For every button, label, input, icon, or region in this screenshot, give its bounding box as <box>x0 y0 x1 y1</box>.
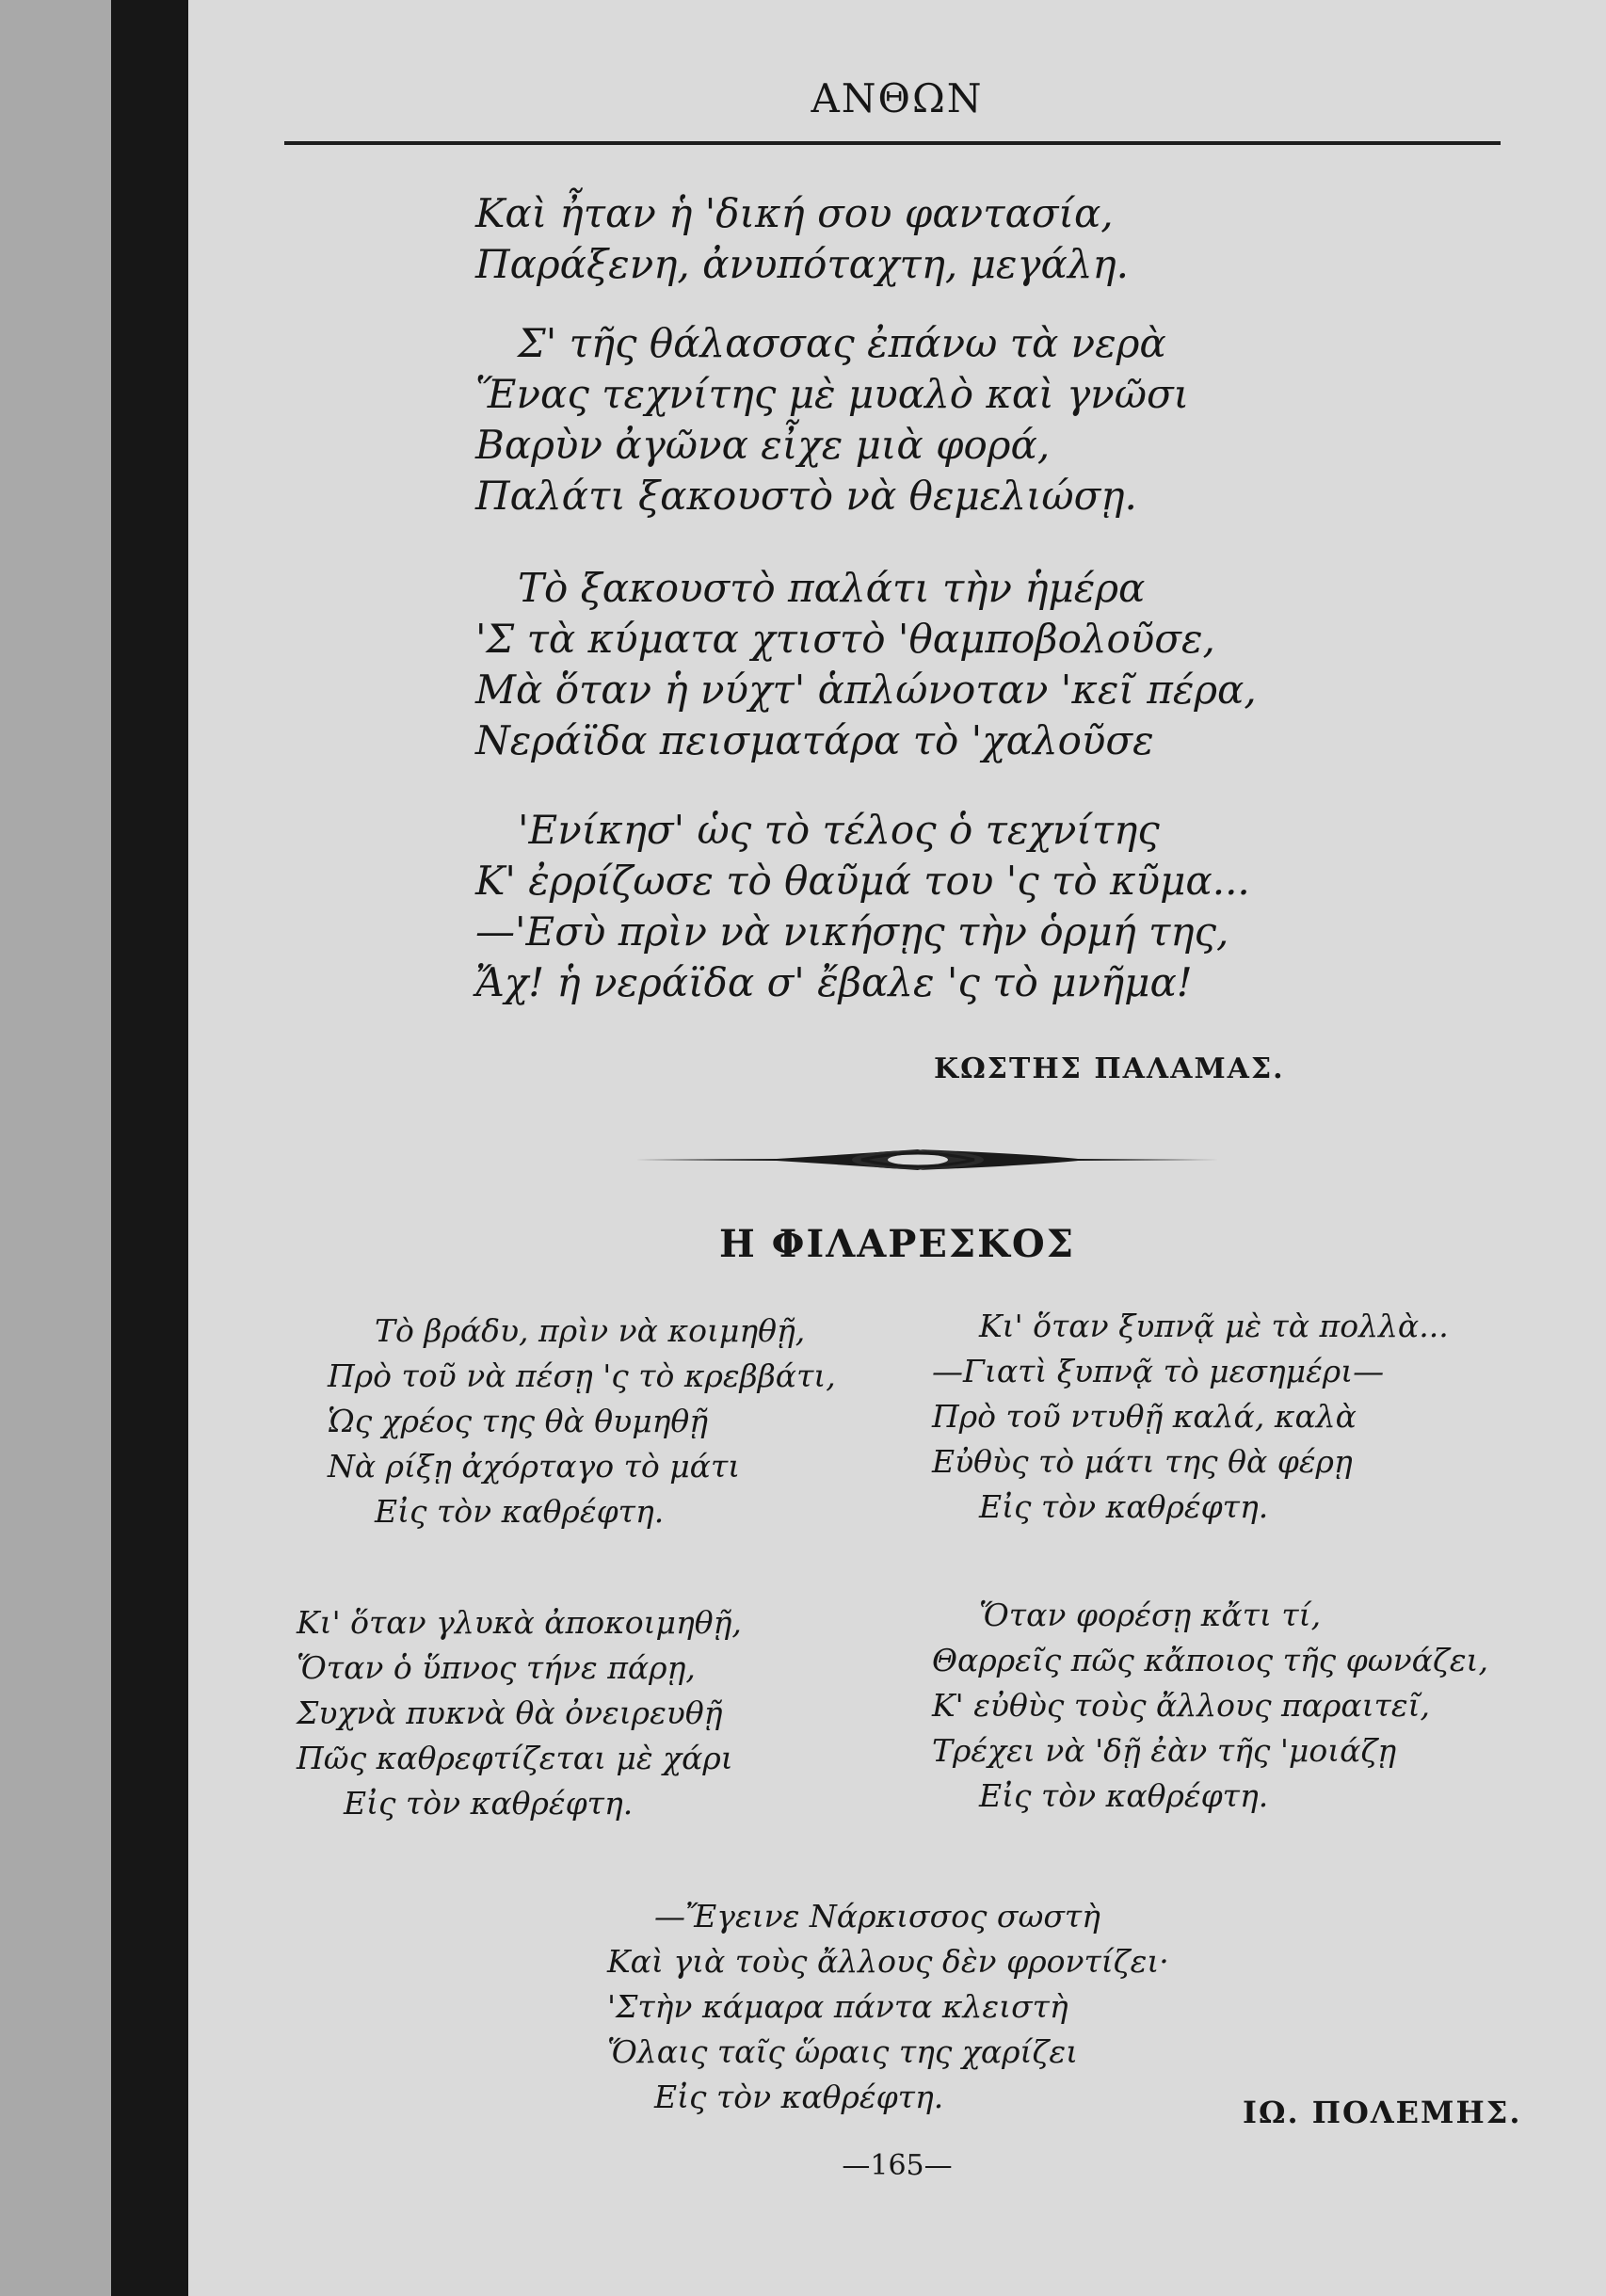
verse-line: Συχνὰ πυκνὰ θὰ ὀνειρευθῇ <box>297 1694 723 1731</box>
verse-line: 'Στὴν κάμαρα πάντα κλειστὴ <box>607 1988 1068 2025</box>
verse-line: Ὡς χρέος της θὰ θυμηθῇ <box>328 1403 709 1439</box>
verse-line: Τὸ ξακουστὸ παλάτι τὴν ἡμέρα <box>518 565 1146 611</box>
verse-line: Κι' ὅταν γλυκὰ ἀποκοιμηθῇ, <box>297 1604 742 1641</box>
poem1-stanza-1 <box>475 188 1129 290</box>
verse-line: Μὰ ὅταν ἡ νύχτ' ἁπλώνοταν 'κεῖ πέρα, <box>475 666 1257 713</box>
poem2-left-stanza-1 <box>328 1309 836 1534</box>
ornament-divider <box>635 1141 1219 1179</box>
verse-line: Πρὸ τοῦ νὰ πέσῃ 'ς τὸ κρεββάτι, <box>328 1357 836 1394</box>
verse-line: Εἰς τὸν καθρέφτη. <box>979 1777 1269 1814</box>
verse-line: 'Ενίκησ' ὡς τὸ τέλος ὁ τεχνίτης <box>518 807 1160 853</box>
poem2-right-stanza-2 <box>932 1593 1488 1819</box>
book-gutter <box>0 0 111 2296</box>
verse-line: Ὅταν ὁ ὕπνος τήνε πάρῃ, <box>297 1649 696 1686</box>
verse-line: Εἰς τὸν καθρέφτη. <box>344 1785 634 1822</box>
verse-line: 'Σ τὰ κύματα χτιστὸ 'θαμποβολοῦσε, <box>475 616 1215 662</box>
verse-line: —Γιατὶ ξυπνᾷ τὸ μεσημέρι— <box>932 1353 1385 1389</box>
verse-line: Εἰς τὸν καθρέφτη. <box>654 2079 944 2115</box>
verse-line: Εἰς τὸν καθρέφτη. <box>979 1488 1269 1525</box>
verse-line: Ὅταν φορέσῃ κἄτι τί, <box>979 1597 1322 1633</box>
verse-line: Νὰ ρίξῃ ἀχόρταγο τὸ μάτι <box>328 1448 741 1485</box>
verse-line: Ἕνας τεχνίτης μὲ μυαλὸ καὶ γνῶσι <box>475 371 1190 417</box>
verse-line: Παλάτι ξακουστὸ νὰ θεμελιώσῃ. <box>475 473 1137 519</box>
verse-line: Εὐθὺς τὸ μάτι της θὰ φέρῃ <box>932 1443 1353 1480</box>
verse-line: Σ' τῆς θάλασσας ἐπάνω τὰ νερὰ <box>518 320 1166 366</box>
verse-line: —Ἔγεινε Νάρκισσος σωστὴ <box>654 1898 1100 1935</box>
verse-line: Πῶς καθρεφτίζεται μὲ χάρι <box>297 1740 733 1776</box>
verse-line: Εἰς τὸν καθρέφτη. <box>375 1493 665 1530</box>
verse-line: —'Εσὺ πρὶν νὰ νικήσῃς τὴν ὁρμή της, <box>475 908 1229 955</box>
running-title: ΑΝΘΩΝ <box>811 75 984 121</box>
verse-line: Πρὸ τοῦ ντυθῇ καλά, καλὰ <box>932 1398 1357 1435</box>
poem1-stanza-3 <box>475 563 1257 766</box>
verse-line: Τὸ βράδυ, πρὶν νὰ κοιμηθῇ, <box>375 1312 806 1349</box>
verse-line: Βαρὺν ἀγῶνα εἶχε μιὰ φορά, <box>475 422 1051 468</box>
poem2-right-stanza-1 <box>932 1304 1449 1530</box>
header-rule <box>284 141 1501 145</box>
verse-line: Κι' ὅταν ξυπνᾷ μὲ τὰ πολλὰ... <box>979 1308 1449 1344</box>
poem1-stanza-2 <box>475 318 1189 522</box>
verse-line: Νεράϊδα πεισματάρα τὸ 'χαλοῦσε <box>475 717 1154 763</box>
poem2-title: Η ΦΙΛΑΡΕΣΚΟΣ <box>718 1222 1076 1266</box>
verse-line: Ὅλαις ταῖς ὥραις της χαρίζει <box>607 2033 1079 2070</box>
verse-line: Θαρρεῖς πῶς κἄποιος τῆς φωνάζει, <box>932 1642 1488 1678</box>
verse-line: Κ' ἐρρίζωσε τὸ θαῦμά του 'ς τὸ κῦμα... <box>475 858 1250 904</box>
book-binding-shadow <box>111 0 188 2296</box>
verse-line: Παράξενη, ἀνυπόταχτη, μεγάλη. <box>475 241 1130 287</box>
page-number: —165— <box>842 2149 953 2182</box>
poem2-author: ΙΩ. ΠΟΛΕΜΗΣ. <box>1243 2095 1522 2130</box>
poem1-stanza-4 <box>475 805 1250 1008</box>
book-page <box>188 0 1606 2296</box>
verse-line: Τρέχει νὰ 'δῇ ἐὰν τῆς 'μοιάζῃ <box>932 1732 1397 1769</box>
verse-line: Κ' εὐθὺς τοὺς ἄλλους παραιτεῖ, <box>932 1687 1431 1724</box>
verse-line: Καὶ ἦταν ἡ 'δική σου φαντασία, <box>475 190 1114 236</box>
poem2-left-stanza-2 <box>297 1600 742 1826</box>
poem1-author: ΚΩΣΤΗΣ ΠΑΛΑΜΑΣ. <box>934 1052 1285 1085</box>
poem2-final-stanza <box>607 1894 1169 2120</box>
verse-line: Καὶ γιὰ τοὺς ἄλλους δὲν φροντίζει· <box>607 1943 1169 1980</box>
verse-line: Ἄχ! ἡ νεράϊδα σ' ἔβαλε 'ς τὸ μνῆμα! <box>475 959 1193 1005</box>
